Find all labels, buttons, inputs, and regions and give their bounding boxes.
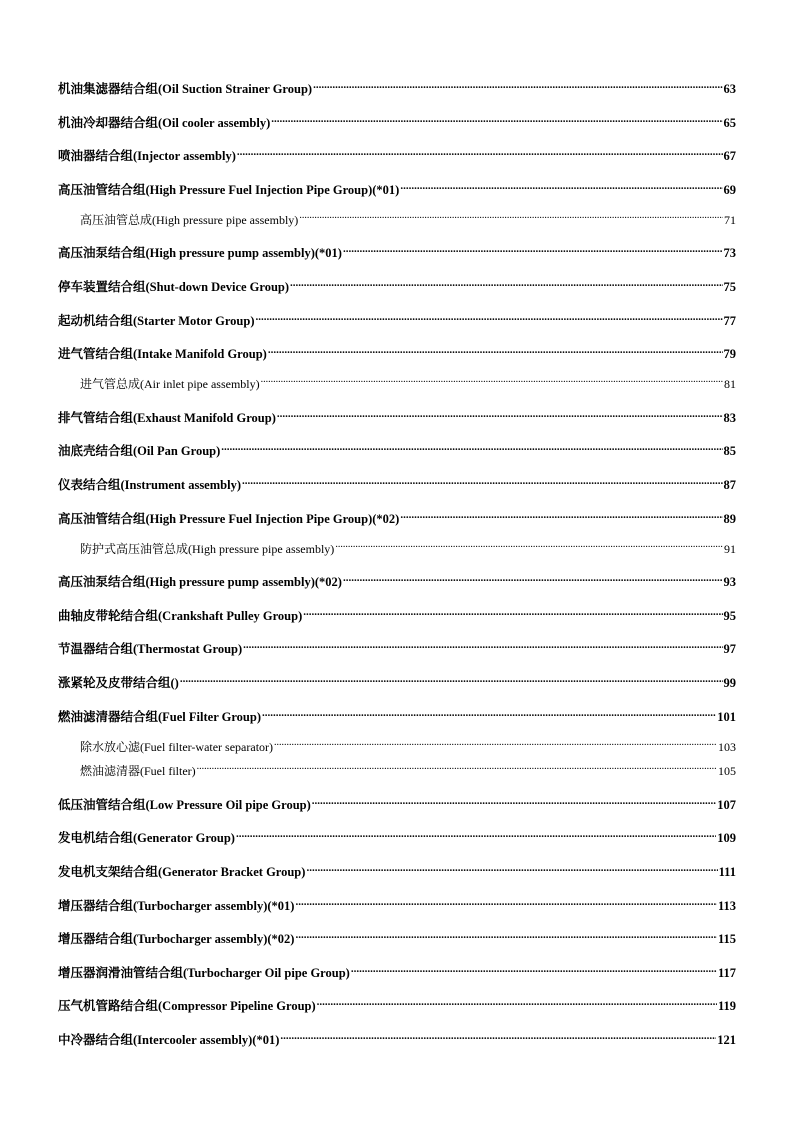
toc-entry[interactable] <box>58 273 736 294</box>
toc-entry-page: 75 <box>723 280 736 294</box>
dot-leader <box>280 1026 716 1044</box>
toc-entry-page: 107 <box>717 798 736 812</box>
toc-entry-page: 121 <box>717 1033 736 1047</box>
toc-entry-title: 燃油滤清器结合组(Fuel Filter Group) <box>58 710 261 724</box>
dot-leader <box>290 273 722 291</box>
dot-leader <box>180 669 723 687</box>
toc-entry[interactable] <box>58 992 736 1013</box>
toc-entry-page: 91 <box>724 542 736 556</box>
toc-entry-page: 67 <box>723 149 736 163</box>
toc-entry[interactable] <box>58 505 736 526</box>
dot-leader <box>261 370 723 388</box>
toc-entry-title: 燃油滤清器(Fuel filter) <box>80 764 196 778</box>
dot-leader <box>317 992 717 1010</box>
toc-entry-title: 高压油管总成(High pressure pipe assembly) <box>80 213 299 227</box>
toc-entry-page: 95 <box>723 609 736 623</box>
toc-entry-title: 进气管总成(Air inlet pipe assembly) <box>80 377 260 391</box>
dot-leader <box>242 471 723 489</box>
toc-entry-page: 89 <box>723 512 736 526</box>
toc-entry-page: 73 <box>723 246 736 260</box>
toc-entry-page: 109 <box>717 831 736 845</box>
toc-entry-title: 机油集滤器结合组(Oil Suction Strainer Group) <box>58 82 313 96</box>
toc-entry-page: 65 <box>723 116 736 130</box>
toc-entry[interactable] <box>58 239 736 260</box>
toc-subentry[interactable] <box>80 206 736 227</box>
toc-entry-page: 99 <box>723 676 736 690</box>
dot-leader <box>237 142 723 160</box>
toc-entry-title: 停车装置结合组(Shut-down Device Group) <box>58 280 290 294</box>
toc-entry-page: 83 <box>723 411 736 425</box>
toc-entry[interactable] <box>58 925 736 946</box>
toc-entry-page: 87 <box>723 478 736 492</box>
dot-leader <box>303 602 722 620</box>
toc-entry-page: 77 <box>723 314 736 328</box>
toc-entry-title: 高压油管结合组(High Pressure Fuel Injection Pipe Group)(*02) <box>58 512 400 526</box>
dot-leader <box>343 568 723 586</box>
dot-leader <box>197 757 717 775</box>
dot-leader <box>306 858 717 876</box>
toc-subentry[interactable] <box>80 757 736 778</box>
dot-leader <box>299 206 723 224</box>
dot-leader <box>400 505 722 523</box>
dot-leader <box>400 176 722 194</box>
toc-entry[interactable] <box>58 568 736 589</box>
toc-entry-title: 除水放心滤(Fuel filter-water separator) <box>80 740 274 754</box>
toc-entry-title: 增压器结合组(Turbocharger assembly)(*02) <box>58 932 295 946</box>
toc-entry[interactable] <box>58 471 736 492</box>
dot-leader <box>268 340 723 358</box>
toc-entry-page: 111 <box>718 865 736 879</box>
toc-entry-title: 机油冷却器结合组(Oil cooler assembly) <box>58 116 271 130</box>
dot-leader <box>295 925 716 943</box>
dot-leader <box>274 733 717 751</box>
toc-entry-page: 71 <box>724 213 736 227</box>
toc-entry-page: 101 <box>717 710 736 724</box>
toc-entry[interactable] <box>58 824 736 845</box>
toc-entry[interactable] <box>58 635 736 656</box>
toc-entry[interactable] <box>58 404 736 425</box>
toc-entry-title: 防护式高压油管总成(High pressure pipe assembly) <box>80 542 335 556</box>
toc-entry[interactable] <box>58 791 736 812</box>
dot-leader <box>351 959 717 977</box>
dot-leader <box>335 535 723 553</box>
toc-entry-title: 增压器润滑油管结合组(Turbocharger Oil pipe Group) <box>58 966 350 980</box>
toc-entry-page: 79 <box>723 347 736 361</box>
toc-entry-page: 63 <box>723 82 736 96</box>
toc-entry[interactable] <box>58 1026 736 1047</box>
toc-entry[interactable] <box>58 340 736 361</box>
toc-entry-title: 进气管结合组(Intake Manifold Group) <box>58 347 267 361</box>
toc-entry-title: 增压器结合组(Turbocharger assembly)(*01) <box>58 899 295 913</box>
dot-leader <box>256 307 723 325</box>
dot-leader <box>312 791 716 809</box>
dot-leader <box>262 703 716 721</box>
toc-entry[interactable] <box>58 109 736 130</box>
toc-subentry[interactable] <box>80 370 736 391</box>
toc-entry-title: 涨紧轮及皮带结合组() <box>58 676 179 690</box>
toc-entry[interactable] <box>58 307 736 328</box>
dot-leader <box>277 404 723 422</box>
toc-entry-page: 119 <box>717 999 736 1013</box>
toc-entry-title: 节温器结合组(Thermostat Group) <box>58 642 243 656</box>
toc-entry-title: 发电机支架结合组(Generator Bracket Group) <box>58 865 306 879</box>
toc-entry-title: 高压油泵结合组(High pressure pump assembly)(*01) <box>58 246 342 260</box>
dot-leader <box>271 109 722 127</box>
toc-entry-page: 117 <box>717 966 736 980</box>
toc-subentry[interactable] <box>80 733 736 754</box>
dot-leader <box>295 892 716 910</box>
toc-entry[interactable] <box>58 602 736 623</box>
toc-entry[interactable] <box>58 858 736 879</box>
toc-entry-page: 115 <box>717 932 736 946</box>
dot-leader <box>313 75 722 93</box>
toc-entry[interactable] <box>58 669 736 690</box>
dot-leader <box>236 824 716 842</box>
toc-entry-title: 排气管结合组(Exhaust Manifold Group) <box>58 411 276 425</box>
toc-entry-title: 压气机管路结合组(Compressor Pipeline Group) <box>58 999 316 1013</box>
toc-entry-page: 97 <box>723 642 736 656</box>
toc-entry[interactable] <box>58 959 736 980</box>
dot-leader <box>343 239 723 257</box>
toc-entry[interactable] <box>58 75 736 96</box>
toc-entry[interactable] <box>58 892 736 913</box>
toc-entry-title: 发电机结合组(Generator Group) <box>58 831 235 845</box>
toc-entry[interactable] <box>58 703 736 724</box>
toc-entry-page: 81 <box>724 377 736 391</box>
toc-entry-title: 油底壳结合组(Oil Pan Group) <box>58 444 221 458</box>
toc-entry[interactable] <box>58 176 736 197</box>
toc-entry-page: 93 <box>723 575 736 589</box>
toc-entry[interactable] <box>58 437 736 458</box>
toc-entry-title: 仪表结合组(Instrument assembly) <box>58 478 241 492</box>
toc-entry-title: 喷油器结合组(Injector assembly) <box>58 149 236 163</box>
toc-entry-title: 起动机结合组(Starter Motor Group) <box>58 314 255 328</box>
toc-entry[interactable] <box>58 142 736 163</box>
toc-entry-page: 85 <box>723 444 736 458</box>
dot-leader <box>243 635 722 653</box>
toc-entry-page: 103 <box>718 740 736 754</box>
toc-entry-page: 105 <box>718 764 736 778</box>
toc-subentry[interactable] <box>80 535 736 556</box>
toc-entry-title: 高压油管结合组(High Pressure Fuel Injection Pipe Group)(*01) <box>58 183 400 197</box>
toc-entry-page: 69 <box>723 183 736 197</box>
toc-entry-page: 113 <box>717 899 736 913</box>
toc-entry-title: 中冷器结合组(Intercooler assembly)(*01) <box>58 1033 280 1047</box>
dot-leader <box>221 437 722 455</box>
toc-entry-title: 高压油泵结合组(High pressure pump assembly)(*02) <box>58 575 342 589</box>
toc-entry-title: 低压油管结合组(Low Pressure Oil pipe Group) <box>58 798 311 812</box>
toc-entry-title: 曲轴皮带轮结合组(Crankshaft Pulley Group) <box>58 609 303 623</box>
